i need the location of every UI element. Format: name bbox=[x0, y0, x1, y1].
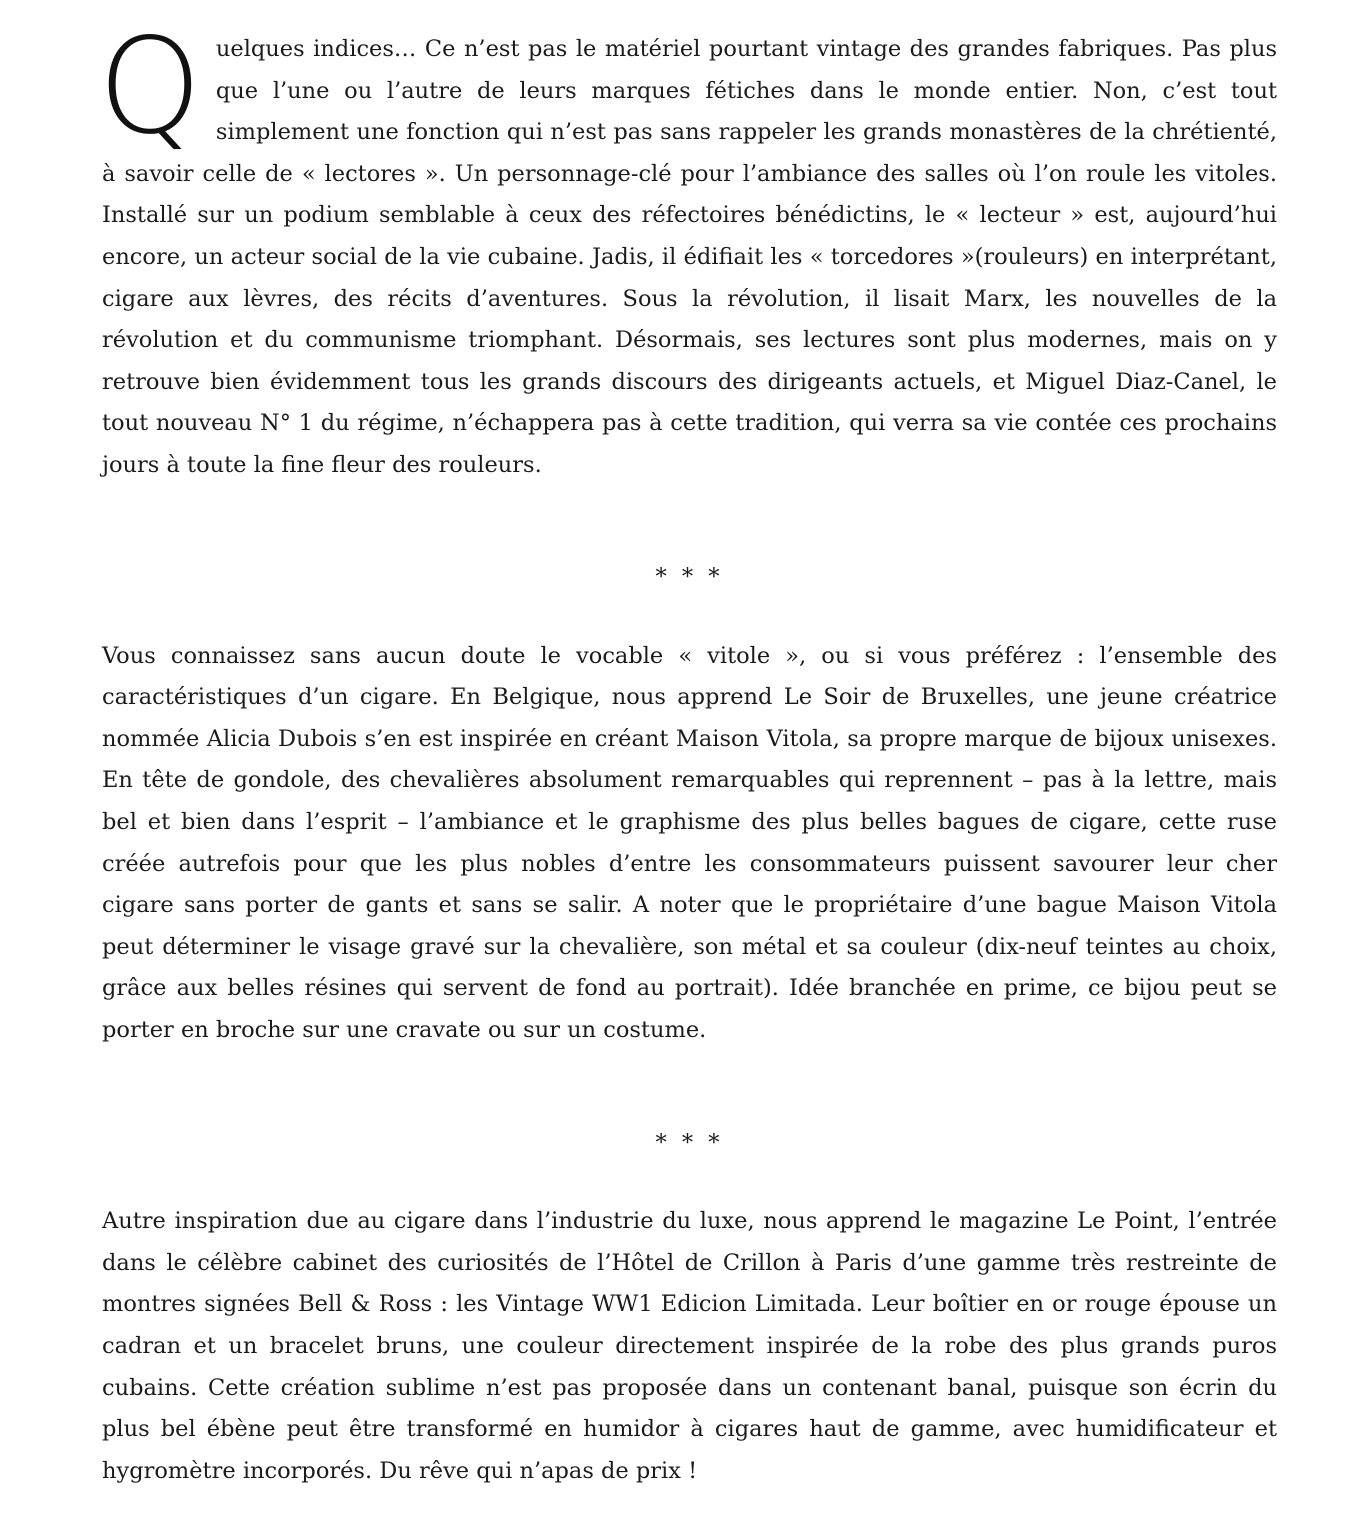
section-separator: * * * bbox=[655, 564, 724, 590]
drop-cap: Q bbox=[98, 10, 202, 164]
paragraph-maison-vitola: Vous connaissez sans aucun doute le vocable « vitole », ou si vous préférez : l’ensemble des caractéristiques d’un cigare. En Belgique, nous apprend Le Soir de Bruxelles, une jeune créatrice nommée Alicia Dubois s’en est inspirée en créant Maison Vitola, sa propre marque de bijoux unisexes. En tête de gondole, des chevalières absolument remarquables qui reprennent – pas à la lettre, mais bel et bien dans l’esprit – l’ambiance et le graphisme des plus belles bagues de cigare, cette ruse créée autrefois pour que les plus nobles d’entre les consommateurs puissent savourer leur cher cigare sans porter de gants et sans se salir. A noter que le propriétaire d’une bague Maison Vitola peut déterminer le visage gravé sur la chevalière, son métal et sa couleur (dix-neuf teintes au choix, grâce aux belles résines qui servent de fond au portrait). Idée branchée en prime, ce bijou peut se porter en broche sur une cravate ou sur un costume. bbox=[102, 642, 1277, 1043]
paragraph-lectores bbox=[98, 10, 1277, 528]
paragraph-bell-ross: Autre inspiration due au cigare dans l’industrie du luxe, nous apprend le magazine Le Point, l’entrée dans le célèbre cabinet des curiosités de l’Hôtel de Crillon à Paris d’une gamme très restreinte de montres signées Bell & Ross : les Vintage WW1 Edicion Limitada. Leur boîtier en or rouge épouse un cadran et un bracelet bruns, une couleur directement inspirée de la robe des plus grands puros cubains. Cette création sublime n’est pas proposée dans un contenant banal, puisque son écrin du plus bel ébène peut être transformé en humidor à cigares haut de gamme, avec humidificateur et hygromètre incorporés. Du rêve qui n’apas de prix ! bbox=[102, 1208, 1277, 1484]
paragraph-lectores-text: uelques indices… Ce n’est pas le matériel pourtant vintage des grandes fabriques. Pas plus que l’une ou l’autre de leurs marques fétiches dans le monde entier. Non, c’est tout simplement une fonction qui n’est pas sans rappeler les grands monastères de la chrétienté, à savoir celle de « lectores ». Un personnage-clé pour l’ambiance des salles où l’on roule les vitoles. Installé sur un podium semblable à ceux des réfectoires bénédictins, le « lecteur » est, aujourd’hui encore, un acteur social de la vie cubaine. Jadis, il édifiait les « torcedores »(rouleurs) en interprétant, cigare aux lèvres, des récits d’aventures. Sous la révolution, il lisait Marx, les nouvelles de la révolution et du communisme triomphant. Désormais, ses lectures sont plus modernes, mais on y retrouve bien évidemment tous les grands discours des dirigeants actuels, et Miguel Diaz-Canel, le tout nouveau N° 1 du régime, n’échappera pas à cette tradition, qui verra sa vie contée ces prochains jours à toute la fine fleur des rouleurs. bbox=[102, 36, 1277, 478]
article-body bbox=[98, 10, 1277, 1492]
section-separator: * * * bbox=[655, 1129, 724, 1156]
